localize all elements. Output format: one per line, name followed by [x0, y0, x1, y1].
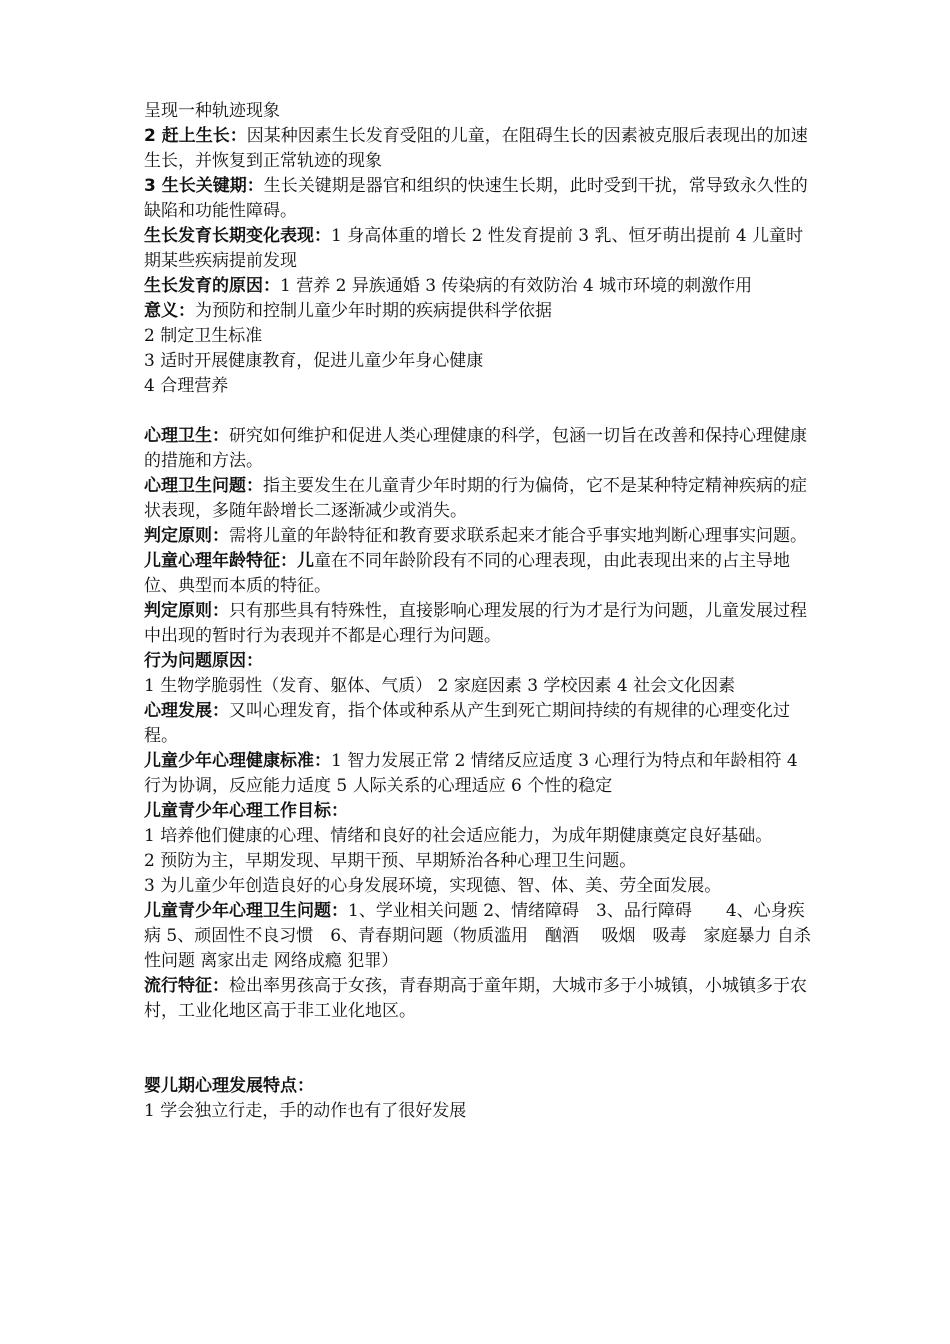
paragraph-significance-3 — [144, 349, 816, 374]
paragraph-mental-hygiene-problem — [144, 474, 816, 524]
paragraph-growth-causes — [144, 274, 816, 299]
term-label: 心理卫生问题： — [144, 476, 263, 496]
paragraph-infancy-heading — [144, 1074, 816, 1099]
paragraph-trajectory — [144, 99, 816, 124]
document-page — [144, 99, 816, 1124]
paragraph-infancy-1 — [144, 1099, 816, 1124]
paragraph-text: 为预防和控制儿童少年时期的疾病提供科学依据 — [195, 301, 552, 321]
paragraph-judgement-principle-2 — [144, 599, 816, 649]
paragraph-psych-development — [144, 699, 816, 749]
paragraph-behavior-causes-list — [144, 674, 816, 699]
paragraph-text: 1 学会独立行走，手的动作也有了很好发展 — [144, 1101, 467, 1121]
term-label: 意义： — [144, 301, 195, 321]
term-label: 3 生长关键期： — [144, 176, 264, 196]
term-label: 心理发展： — [144, 701, 229, 721]
paragraph-psych-age-features — [144, 549, 816, 599]
paragraph-health-standard — [144, 749, 816, 799]
term-label: 儿童少年心理健康标准： — [144, 751, 331, 771]
paragraph-text: 指主要发生在儿童青少年时期的行为偏倚，它不是某种特定精神疾病的症状表现，多随年龄增长二逐渐减少或消失。 — [144, 476, 807, 521]
term-label: 流行特征： — [144, 976, 229, 996]
paragraph-epidemic-features — [144, 974, 816, 1024]
paragraph-text: 只有那些具有特殊性，直接影响心理发展的行为才是行为问题，儿童发展过程中出现的暂时行为表现并不都是心理行为问题。 — [144, 601, 807, 646]
paragraph-text: 1、学业相关问题 2、情绪障碍 3、品行障碍 4、心身疾病 5、顽固性不良习惯 6、青春期问题（物质滥用 酗酒 吸烟 吸毒 家庭暴力 自杀 性问题 离家出走 网络成瘾 犯罪） — [144, 901, 811, 971]
term-label: 生长发育的原因： — [144, 276, 280, 296]
blank-line — [144, 1024, 816, 1074]
paragraph-text: 童在不同年龄阶段有不同的心理表现，由此表现出来的占主导地位、典型而本质的特征。 — [144, 551, 790, 596]
term-label: 生长发育长期变化表现： — [144, 226, 331, 246]
paragraph-text: 1 生物学脆弱性（发育、躯体、气质） 2 家庭因素 3 学校因素 4 社会文化因素 — [144, 676, 736, 696]
paragraph-text: 1 营养 2 异族通婚 3 传染病的有效防治 4 城市环境的刺激作用 — [280, 276, 753, 296]
paragraph-work-goal-1 — [144, 824, 816, 849]
paragraph-text: 需将儿童的年龄特征和教育要求联系起来才能合乎事实地判断心理事实问题。 — [229, 526, 807, 546]
paragraph-behavior-causes-heading — [144, 649, 816, 674]
paragraph-work-goal-2 — [144, 849, 816, 874]
term-label: 2 赶上生长： — [144, 126, 247, 146]
term-label: 判定原则： — [144, 601, 229, 621]
paragraph-text: 因某种因素生长发育受阻的儿童，在阻碍生长的因素被克服后表现出的加速生长，并恢复到正常轨迹的现象 — [144, 126, 808, 171]
paragraph-significance-4 — [144, 374, 816, 399]
paragraph-text: 又叫心理发育，指个体或种系从产生到死亡期间持续的有规律的心理变化过程。 — [144, 701, 790, 746]
term-label: 行为问题原因： — [144, 651, 263, 671]
paragraph-text: 3 适时开展健康教育，促进儿童少年身心健康 — [144, 351, 484, 371]
paragraph-text: 1 身高体重的增长 2 性发育提前 3 乳、恒牙萌出提前 4 儿童时期某些疾病提前发现 — [144, 226, 804, 271]
paragraph-text: 2 预防为主，早期发现、早期干预、早期矫治各种心理卫生问题。 — [144, 851, 637, 871]
term-label: 儿童青少年心理卫生问题： — [144, 901, 348, 921]
paragraph-work-goals-heading — [144, 799, 816, 824]
paragraph-text: 呈现一种轨迹现象 — [144, 101, 280, 121]
term-label: 婴儿期心理发展特点： — [144, 1076, 314, 1096]
paragraph-text: 1 智力发展正常 2 情绪反应适度 3 心理行为特点和年龄相符 4 行为协调，反应能力适度 5 人际关系的心理适应 6 个性的稳定 — [144, 751, 798, 796]
paragraph-mental-hygiene — [144, 424, 816, 474]
paragraph-critical-period — [144, 174, 816, 224]
paragraph-text: 1 培养他们健康的心理、情绪和良好的社会适应能力，为成年期健康奠定良好基础。 — [144, 826, 773, 846]
paragraph-hygiene-problems — [144, 899, 816, 974]
paragraph-significance-2 — [144, 324, 816, 349]
paragraph-text: 2 制定卫生标准 — [144, 326, 263, 346]
paragraph-text: 3 为儿童少年创造良好的心身发展环境，实现德、智、体、美、劳全面发展。 — [144, 876, 722, 896]
term-label: 儿童青少年心理工作目标： — [144, 801, 348, 821]
paragraph-work-goal-3 — [144, 874, 816, 899]
paragraph-text: 研究如何维护和促进人类心理健康的科学，包涵一切旨在改善和保持心理健康的措施和方法。 — [144, 426, 807, 471]
term-label: 心理卫生： — [144, 426, 229, 446]
blank-line — [144, 399, 816, 424]
paragraph-secular-trend — [144, 224, 816, 274]
paragraph-catch-up-growth — [144, 124, 816, 174]
paragraph-text: 检出率男孩高于女孩，青春期高于童年期，大城市多于小城镇，小城镇多于农村，工业化地区高于非工业化地区。 — [144, 976, 807, 1021]
term-label: 儿童心理年龄特征：儿 — [144, 551, 314, 571]
paragraph-significance — [144, 299, 816, 324]
paragraph-judgement-principle — [144, 524, 816, 549]
paragraph-text: 生长关键期是器官和组织的快速生长期，此时受到干扰，常导致永久性的缺陷和功能性障碍。 — [144, 176, 808, 221]
term-label: 判定原则： — [144, 526, 229, 546]
paragraph-text: 4 合理营养 — [144, 376, 229, 396]
